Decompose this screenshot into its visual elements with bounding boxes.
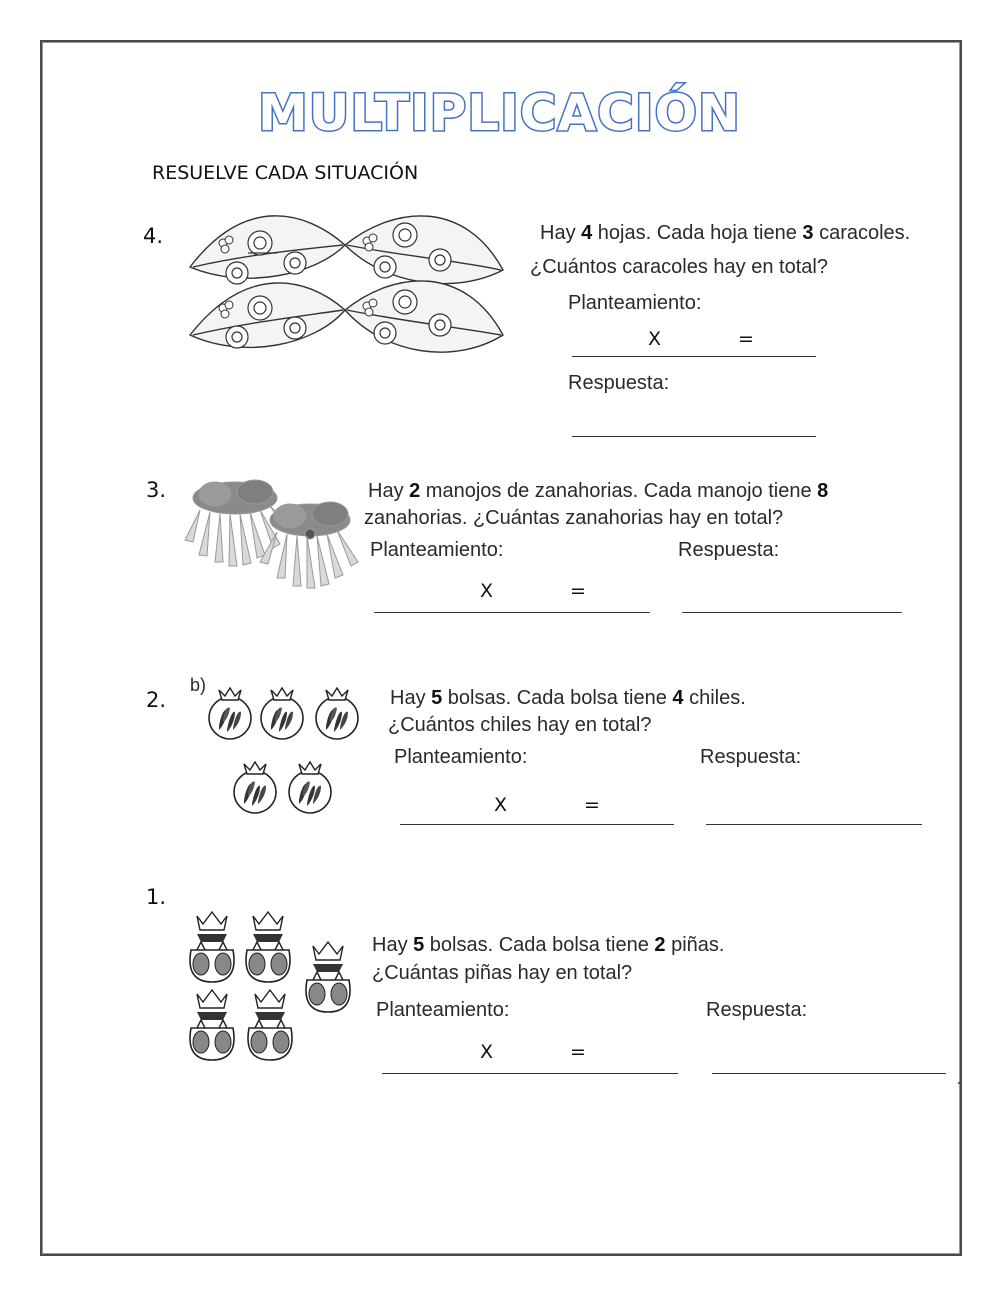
equals-sign: =	[584, 794, 600, 816]
pineapple-bag	[306, 942, 350, 1012]
leaf	[345, 281, 503, 352]
equals-sign: =	[570, 580, 586, 602]
snail	[429, 249, 451, 271]
pineapple-bag	[190, 990, 234, 1060]
snail	[393, 290, 417, 314]
snail	[226, 262, 248, 284]
carrot-bunches-image	[185, 470, 365, 590]
respuesta-label: Respuesta:	[568, 372, 670, 394]
problem-text: Hay 5 bolsas. Cada bolsa tiene 2 piñas.	[372, 934, 725, 956]
problem-question: zanahorias. ¿Cuántas zanahorias hay en total?	[364, 507, 784, 529]
stray-mark	[958, 1082, 960, 1084]
snail	[226, 326, 248, 348]
snail	[374, 256, 396, 278]
chile-bag	[261, 688, 303, 739]
planteamiento-label: Planteamiento:	[376, 999, 510, 1021]
image-label: b)	[190, 675, 207, 695]
problem-number: 4.	[143, 224, 164, 248]
problem-number: 3.	[146, 478, 167, 502]
respuesta-label: Respuesta:	[706, 999, 808, 1021]
chile-bag	[209, 688, 251, 739]
problem-number: 2.	[146, 688, 167, 712]
equals-sign: =	[738, 328, 754, 350]
problem-question: ¿Cuántas piñas hay en total?	[372, 962, 633, 984]
respuesta-label: Respuesta:	[700, 746, 802, 768]
planteamiento-label: Planteamiento:	[370, 539, 504, 561]
respuesta-answer-line[interactable]	[712, 1073, 946, 1074]
snail	[284, 317, 306, 339]
problem-number: 1.	[146, 885, 167, 909]
planteamiento-answer-line[interactable]	[400, 824, 674, 825]
leaves-snails-image	[185, 205, 505, 375]
bags-of-pineapples-image	[185, 910, 365, 1062]
respuesta-label: Respuesta:	[678, 539, 780, 561]
page-title: MULTIPLICACIÓN	[258, 84, 741, 142]
snail	[374, 322, 396, 344]
snail	[248, 296, 272, 320]
snail	[429, 314, 451, 336]
chile-bag	[234, 762, 276, 813]
instructions: RESUELVE CADA SITUACIÓN	[152, 162, 419, 184]
pineapple-bag	[190, 912, 234, 982]
pineapple-bag	[246, 912, 290, 982]
respuesta-answer-line[interactable]	[572, 436, 816, 437]
times-sign: X	[494, 794, 508, 816]
respuesta-answer-line[interactable]	[706, 824, 922, 825]
problem-question: ¿Cuántos caracoles hay en total?	[530, 256, 828, 278]
problem-question: ¿Cuántos chiles hay en total?	[388, 714, 652, 736]
problem-text: Hay 4 hojas. Cada hoja tiene 3 caracoles.	[540, 222, 911, 244]
bags-of-chiles-image	[200, 680, 380, 825]
equals-sign: =	[570, 1041, 586, 1063]
times-sign: X	[480, 1041, 494, 1063]
times-sign: X	[648, 328, 662, 350]
snail	[393, 223, 417, 247]
planteamiento-answer-line[interactable]	[572, 356, 816, 357]
chile-bag	[289, 762, 331, 813]
planteamiento-label: Planteamiento:	[568, 292, 702, 314]
planteamiento-label: Planteamiento:	[394, 746, 528, 768]
problem-text: Hay 2 manojos de zanahorias. Cada manojo tiene 8	[368, 480, 829, 502]
snail	[284, 252, 306, 274]
times-sign: X	[480, 580, 494, 602]
problem-text: Hay 5 bolsas. Cada bolsa tiene 4 chiles.	[390, 687, 746, 709]
chile-bag	[316, 688, 358, 739]
planteamiento-answer-line[interactable]	[382, 1073, 678, 1074]
pineapple-bag	[248, 990, 292, 1060]
respuesta-answer-line[interactable]	[682, 612, 902, 613]
planteamiento-answer-line[interactable]	[374, 612, 650, 613]
